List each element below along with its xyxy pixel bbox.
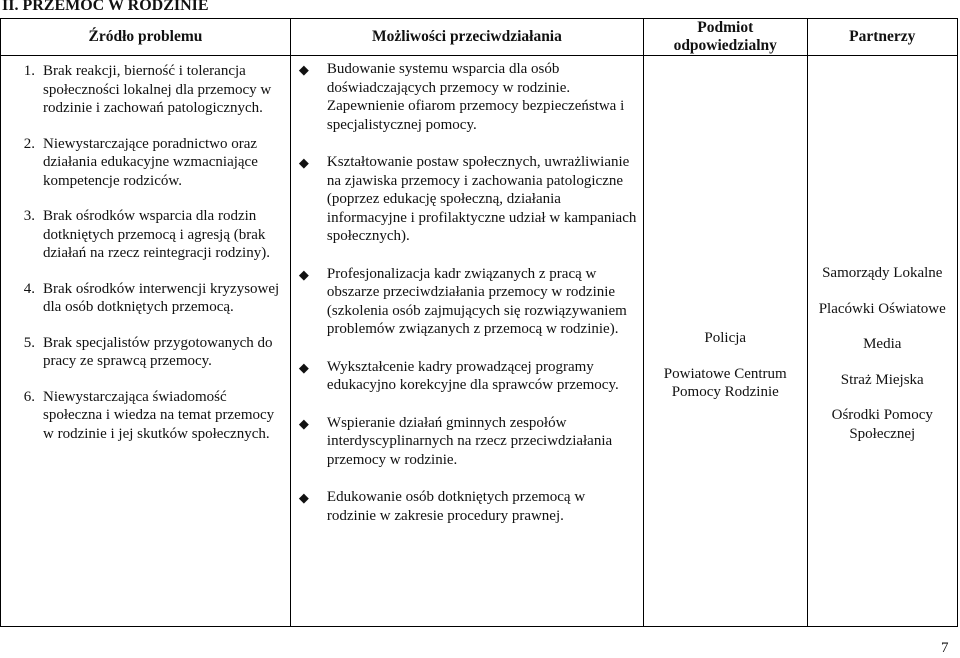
bullet-icon: ◆ xyxy=(298,62,309,77)
problems-cell xyxy=(1,56,291,627)
header-actions: Możliwości przeciwdziałania xyxy=(290,19,643,56)
list-item: 2. Niewystarczające poradnictwo oraz działania edukacyjne wzmacniające kompetencje rodziców. xyxy=(23,135,258,189)
partner-item: Media xyxy=(863,336,902,352)
list-item: 1. Brak reakcji, bierność i tolerancja społeczności lokalnej dla przemocy w rodzinie i zachowań patologicznych. xyxy=(23,63,272,116)
header-partners: Partnerzy xyxy=(807,19,958,56)
subject-item: Powiatowe Centrum Pomocy Rodzinie xyxy=(663,365,787,400)
actions-cell xyxy=(290,56,643,627)
list-item: 3. Brak ośrodków wsparcia dla rodzin dotkniętych przemocą i agresją (brak działań na rzecz reintegracji rodziny). xyxy=(23,208,270,261)
bullet-icon: ◆ xyxy=(298,266,309,282)
list-item: ◆ Budowanie systemu wsparcia dla osób doświadczających przemocy w rodzinie. Zapewnienie ofiarom przemocy bezpieczeństwa i specjalistycznej pomocy. xyxy=(298,61,625,133)
partner-item: Ośrodki Pomocy Społecznej xyxy=(831,407,933,442)
list-item: ◆ Kształtowanie postaw społecznych, uwrażliwianie na zjawiska przemocy i zachowania patologiczne (poprzez edukację społeczną, działania informacyjne i profilaktyczne udział w kampaniach społecznych). xyxy=(298,154,637,244)
bullet-icon: ◆ xyxy=(298,155,309,170)
actions-list xyxy=(291,56,643,525)
list-item: ◆ Wykształcenie kadry prowadzącej programy edukacyjno korekcyjne dla sprawców przemocy. xyxy=(298,358,619,393)
bullet-icon: ◆ xyxy=(298,415,309,431)
partner-item: Straż Miejska xyxy=(840,371,924,388)
list-item: 4. Brak ośrodków interwencji kryzysowej dla osób dotkniętych przemocą. xyxy=(23,280,280,315)
partner-item: Placówki Oświatowe xyxy=(818,300,946,317)
problems-list xyxy=(1,56,290,443)
table-header-row xyxy=(1,19,958,56)
bullet-icon: ◆ xyxy=(298,490,309,505)
section-title: II. PRZEMOC W RODZINIE xyxy=(2,0,209,14)
table-body-row xyxy=(1,56,958,627)
subject-cell xyxy=(644,56,808,627)
list-item: ◆ Wspieranie działań gminnych zespołów interdyscyplinarnych na rzecz przeciwdziałania przemocy w rodzinie. xyxy=(298,414,613,468)
list-item: ◆ Edukowanie osób dotkniętych przemocą w rodzinie w zakresie procedury prawnej. xyxy=(298,489,586,524)
partner-item: Samorządy Lokalne xyxy=(822,265,943,281)
partners-cell xyxy=(807,56,958,627)
bullet-icon: ◆ xyxy=(298,359,309,375)
problems-table xyxy=(0,18,958,627)
list-item: 6. Niewystarczająca świadomość społeczna i wiedza na temat przemocy w rodzinie i jej skutków społecznych. xyxy=(23,388,275,442)
list-item: 5. Brak specjalistów przygotowanych do pracy ze sprawcą przemocy. xyxy=(23,334,273,369)
header-source: Źródło problemu xyxy=(1,19,291,56)
page-number: 7 xyxy=(941,640,949,656)
header-subject: Podmiot odpowiedzialny xyxy=(644,19,808,56)
subject-item: Policja xyxy=(704,330,747,346)
list-item: ◆ Profesjonalizacja kadr związanych z pracą w obszarze przeciwdziałania przemocy w rodzinie (szkolenia osób zajmujących się rozwiązywaniem problemów związanych z przemocą w rodzinie). xyxy=(298,265,627,337)
